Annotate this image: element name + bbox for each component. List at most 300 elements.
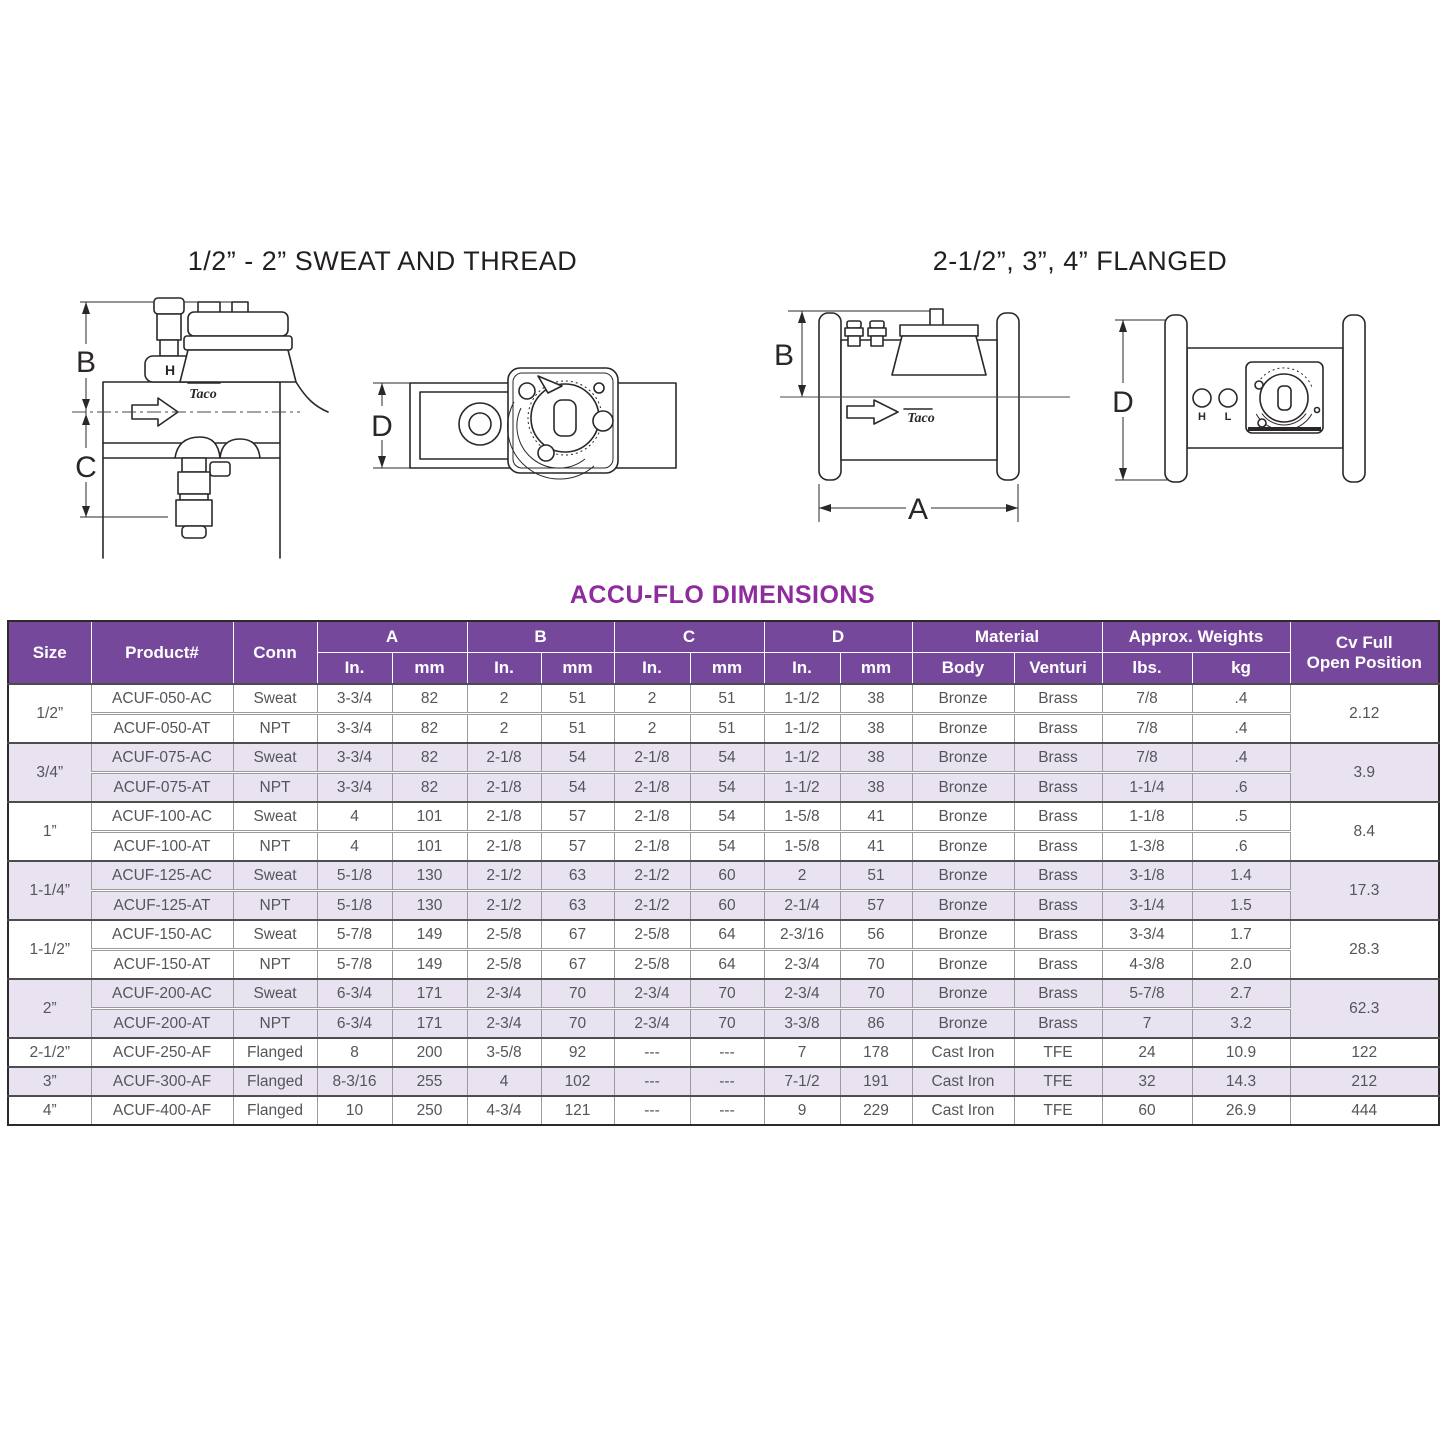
cell-kg: .4 (1192, 743, 1290, 773)
cell-body: Bronze (912, 714, 1014, 744)
table-row (8, 979, 1439, 1009)
cell-c_mm: 64 (690, 920, 764, 950)
cell-c_in: 2-5/8 (614, 920, 690, 950)
flange (1343, 315, 1365, 482)
cell-product: ACUF-400-AF (91, 1096, 233, 1125)
col-header-d: D (764, 621, 912, 653)
cell-a_in: 8-3/16 (317, 1067, 392, 1096)
cell-lbs: 1-1/4 (1102, 773, 1192, 803)
cell-venturi: Brass (1014, 684, 1102, 714)
cell-body: Bronze (912, 832, 1014, 862)
cell-conn: Sweat (233, 802, 317, 832)
cell-b_in: 2-1/8 (467, 832, 541, 862)
cell-d_mm: 41 (840, 802, 912, 832)
cell-kg: .4 (1192, 684, 1290, 714)
cv-header-line2: Open Position (1306, 652, 1422, 672)
cell-b_mm: 57 (541, 802, 614, 832)
taco-logo: Taco (189, 387, 217, 402)
cell-a_mm: 82 (392, 714, 467, 744)
cell-lbs: 7/8 (1102, 714, 1192, 744)
cell-d_mm: 70 (840, 950, 912, 980)
cell-venturi: TFE (1014, 1067, 1102, 1096)
cell-c_mm: 54 (690, 773, 764, 803)
cell-c_mm: 60 (690, 861, 764, 891)
drain-fitting (182, 458, 206, 472)
cell-c_in: 2-1/8 (614, 832, 690, 862)
cell-d_mm: 41 (840, 832, 912, 862)
cell-body: Cast Iron (912, 1038, 1014, 1067)
table-row (8, 861, 1439, 891)
cell-a_mm: 255 (392, 1067, 467, 1096)
cell-product: ACUF-050-AC (91, 684, 233, 714)
cell-cv: 122 (1290, 1038, 1439, 1067)
cell-body: Cast Iron (912, 1096, 1014, 1125)
cell-b_in: 2-5/8 (467, 950, 541, 980)
cell-product: ACUF-075-AC (91, 743, 233, 773)
cell-cv: 3.9 (1290, 743, 1439, 802)
cell-d_in: 2-1/4 (764, 891, 840, 921)
cell-product: ACUF-200-AT (91, 1009, 233, 1039)
cell-size: 1-1/2” (8, 920, 91, 979)
cell-a_mm: 101 (392, 832, 467, 862)
subheader-b-in: In. (467, 653, 541, 685)
cell-d_in: 9 (764, 1096, 840, 1125)
table-row (8, 1009, 1439, 1039)
cell-cv: 2.12 (1290, 684, 1439, 743)
cell-a_mm: 82 (392, 743, 467, 773)
cell-cv: 212 (1290, 1067, 1439, 1096)
cell-d_mm: 38 (840, 773, 912, 803)
cell-a_mm: 82 (392, 773, 467, 803)
cell-b_in: 2-5/8 (467, 920, 541, 950)
col-header-product: Product# (91, 621, 233, 684)
cell-b_mm: 70 (541, 1009, 614, 1039)
cell-product: ACUF-150-AT (91, 950, 233, 980)
taco-logo: Taco (907, 411, 935, 426)
cell-b_mm: 92 (541, 1038, 614, 1067)
cell-lbs: 3-1/4 (1102, 891, 1192, 921)
col-header-conn: Conn (233, 621, 317, 684)
cell-c_in: 2-1/8 (614, 802, 690, 832)
cell-a_mm: 200 (392, 1038, 467, 1067)
cell-b_in: 2 (467, 684, 541, 714)
table-row (8, 1096, 1439, 1125)
cell-cv: 8.4 (1290, 802, 1439, 861)
table-row (8, 891, 1439, 921)
cell-cv: 28.3 (1290, 920, 1439, 979)
cell-conn: NPT (233, 891, 317, 921)
low-port (1219, 389, 1237, 407)
cell-b_mm: 51 (541, 684, 614, 714)
high-port (1193, 389, 1211, 407)
cell-d_in: 2-3/16 (764, 920, 840, 950)
col-header-b: B (467, 621, 614, 653)
right-diagram-title: 2-1/2”, 3”, 4” FLANGED (932, 246, 1228, 276)
cell-c_mm: 54 (690, 743, 764, 773)
cell-lbs: 60 (1102, 1096, 1192, 1125)
bonnet (892, 336, 986, 375)
dimension-line-a (819, 484, 1018, 526)
cell-b_in: 2-1/8 (467, 802, 541, 832)
table-row (8, 1038, 1439, 1067)
cell-c_in: --- (614, 1038, 690, 1067)
cell-d_mm: 70 (840, 979, 912, 1009)
cell-b_mm: 54 (541, 773, 614, 803)
table-row (8, 773, 1439, 803)
cell-d_mm: 38 (840, 714, 912, 744)
cell-lbs: 32 (1102, 1067, 1192, 1096)
cell-product: ACUF-100-AC (91, 802, 233, 832)
cell-c_mm: 51 (690, 684, 764, 714)
cell-c_in: 2-5/8 (614, 950, 690, 980)
subheader-d-in: In. (764, 653, 840, 685)
cell-c_mm: 54 (690, 832, 764, 862)
cell-b_mm: 57 (541, 832, 614, 862)
cell-c_mm: 64 (690, 950, 764, 980)
cell-body: Bronze (912, 920, 1014, 950)
cell-d_mm: 51 (840, 861, 912, 891)
cell-conn: NPT (233, 1009, 317, 1039)
table-row (8, 832, 1439, 862)
cell-a_in: 5-1/8 (317, 861, 392, 891)
cell-product: ACUF-200-AC (91, 979, 233, 1009)
port-label-h: H (164, 362, 176, 378)
cell-conn: NPT (233, 773, 317, 803)
cell-d_mm: 38 (840, 743, 912, 773)
cell-c_in: --- (614, 1096, 690, 1125)
cell-kg: .6 (1192, 773, 1290, 803)
cell-product: ACUF-100-AT (91, 832, 233, 862)
cell-b_mm: 67 (541, 920, 614, 950)
cell-d_in: 1-5/8 (764, 832, 840, 862)
cell-conn: Flanged (233, 1096, 317, 1125)
flanged-front-view (774, 309, 1070, 526)
cell-venturi: Brass (1014, 1009, 1102, 1039)
cell-d_in: 2-3/4 (764, 950, 840, 980)
cell-b_mm: 63 (541, 861, 614, 891)
table-row (8, 1067, 1439, 1096)
cell-venturi: Brass (1014, 891, 1102, 921)
cell-a_mm: 149 (392, 920, 467, 950)
port-label-l: L (1224, 411, 1232, 423)
dimension-label-d: D (1112, 386, 1134, 419)
cell-kg: .4 (1192, 714, 1290, 744)
cell-d_in: 1-1/2 (764, 743, 840, 773)
cell-b_mm: 63 (541, 891, 614, 921)
cell-venturi: Brass (1014, 832, 1102, 862)
dimensions-table (7, 620, 1440, 1126)
flanged-side-view (1109, 315, 1365, 482)
cell-a_in: 5-1/8 (317, 891, 392, 921)
subheader-c-mm: mm (690, 653, 764, 685)
cell-venturi: Brass (1014, 714, 1102, 744)
cell-d_in: 2 (764, 861, 840, 891)
cell-kg: 3.2 (1192, 1009, 1290, 1039)
dimension-label-c: C (75, 451, 97, 484)
cell-kg: 1.4 (1192, 861, 1290, 891)
dimension-label-b: B (773, 339, 795, 372)
cell-d_mm: 56 (840, 920, 912, 950)
cell-product: ACUF-250-AF (91, 1038, 233, 1067)
cell-c_in: 2 (614, 684, 690, 714)
cell-a_mm: 130 (392, 891, 467, 921)
cell-venturi: Brass (1014, 950, 1102, 980)
cell-conn: Sweat (233, 979, 317, 1009)
cell-a_in: 5-7/8 (317, 950, 392, 980)
cell-body: Bronze (912, 684, 1014, 714)
table-row (8, 714, 1439, 744)
subheader-lbs: lbs. (1102, 653, 1192, 685)
subheader-c-in: In. (614, 653, 690, 685)
table-title: ACCU-FLO DIMENSIONS (569, 581, 876, 609)
cell-d_in: 7 (764, 1038, 840, 1067)
cell-a_in: 5-7/8 (317, 920, 392, 950)
cell-body: Bronze (912, 802, 1014, 832)
valve-front-view (72, 298, 328, 558)
cell-venturi: Brass (1014, 920, 1102, 950)
cell-a_in: 3-3/4 (317, 773, 392, 803)
cell-c_mm: --- (690, 1096, 764, 1125)
table-row (8, 802, 1439, 832)
cell-d_mm: 57 (840, 891, 912, 921)
cell-body: Bronze (912, 1009, 1014, 1039)
subheader-body: Body (912, 653, 1014, 685)
cell-a_mm: 130 (392, 861, 467, 891)
cell-size: 4” (8, 1096, 91, 1125)
cell-venturi: Brass (1014, 979, 1102, 1009)
cell-size: 1/2” (8, 684, 91, 743)
cell-b_in: 3-5/8 (467, 1038, 541, 1067)
dial-base-strip (1248, 427, 1321, 431)
subheader-b-mm: mm (541, 653, 614, 685)
cell-lbs: 1-3/8 (1102, 832, 1192, 862)
cell-c_in: 2-1/8 (614, 743, 690, 773)
cell-size: 3” (8, 1067, 91, 1096)
dimensions-table-body (8, 684, 1439, 1125)
stem (930, 309, 943, 326)
valve-side-view (368, 368, 676, 479)
cell-c_mm: --- (690, 1067, 764, 1096)
cell-lbs: 7/8 (1102, 684, 1192, 714)
table-row (8, 920, 1439, 950)
cell-a_in: 6-3/4 (317, 979, 392, 1009)
cell-b_mm: 54 (541, 743, 614, 773)
cell-product: ACUF-075-AT (91, 773, 233, 803)
cell-b_in: 4 (467, 1067, 541, 1096)
cell-b_in: 2-1/8 (467, 743, 541, 773)
cell-c_mm: 70 (690, 1009, 764, 1039)
cell-a_in: 3-3/4 (317, 714, 392, 744)
cell-c_mm: 60 (690, 891, 764, 921)
table-row (8, 684, 1439, 714)
cell-size: 2” (8, 979, 91, 1038)
cell-conn: Sweat (233, 684, 317, 714)
cell-a_in: 3-3/4 (317, 743, 392, 773)
cell-b_mm: 102 (541, 1067, 614, 1096)
cell-lbs: 7 (1102, 1009, 1192, 1039)
cell-c_in: 2-3/4 (614, 1009, 690, 1039)
cell-a_mm: 171 (392, 979, 467, 1009)
cell-cv: 62.3 (1290, 979, 1439, 1038)
cell-lbs: 3-1/8 (1102, 861, 1192, 891)
cell-conn: NPT (233, 714, 317, 744)
cell-d_in: 1-1/2 (764, 773, 840, 803)
bonnet-cap (900, 325, 978, 336)
cell-a_in: 8 (317, 1038, 392, 1067)
cell-body: Bronze (912, 979, 1014, 1009)
cell-a_mm: 101 (392, 802, 467, 832)
subheader-d-mm: mm (840, 653, 912, 685)
cell-cv: 444 (1290, 1096, 1439, 1125)
cell-d_in: 1-1/2 (764, 714, 840, 744)
cell-d_in: 2-3/4 (764, 979, 840, 1009)
cell-d_mm: 178 (840, 1038, 912, 1067)
cell-d_in: 1-5/8 (764, 802, 840, 832)
cell-kg: 14.3 (1192, 1067, 1290, 1096)
cell-size: 3/4” (8, 743, 91, 802)
table-row (8, 743, 1439, 773)
col-header-c: C (614, 621, 764, 653)
cell-d_mm: 191 (840, 1067, 912, 1096)
dimension-label-b: B (75, 346, 97, 379)
flanged-diagram (770, 240, 1445, 570)
cell-venturi: Brass (1014, 861, 1102, 891)
cell-c_mm: 51 (690, 714, 764, 744)
cell-d_in: 7-1/2 (764, 1067, 840, 1096)
cell-body: Bronze (912, 891, 1014, 921)
cell-kg: 10.9 (1192, 1038, 1290, 1067)
cell-size: 2-1/2” (8, 1038, 91, 1067)
cell-lbs: 1-1/8 (1102, 802, 1192, 832)
table-header (8, 621, 1439, 684)
cell-c_in: 2 (614, 714, 690, 744)
cell-product: ACUF-150-AC (91, 920, 233, 950)
cell-a_in: 6-3/4 (317, 1009, 392, 1039)
cell-conn: Flanged (233, 1067, 317, 1096)
dial-face (1246, 362, 1323, 433)
cell-size: 1-1/4” (8, 861, 91, 920)
dimension-label-d: D (371, 410, 393, 443)
cell-d_mm: 86 (840, 1009, 912, 1039)
cell-b_mm: 67 (541, 950, 614, 980)
cell-conn: Sweat (233, 743, 317, 773)
subheader-venturi: Venturi (1014, 653, 1102, 685)
cell-b_in: 2-3/4 (467, 979, 541, 1009)
col-header-a: A (317, 621, 467, 653)
cell-lbs: 3-3/4 (1102, 920, 1192, 950)
cell-lbs: 4-3/8 (1102, 950, 1192, 980)
cell-conn: Sweat (233, 861, 317, 891)
cell-venturi: TFE (1014, 1038, 1102, 1067)
cell-b_mm: 70 (541, 979, 614, 1009)
subheader-kg: kg (1192, 653, 1290, 685)
cell-kg: 26.9 (1192, 1096, 1290, 1125)
cell-c_in: 2-1/2 (614, 891, 690, 921)
cell-c_mm: --- (690, 1038, 764, 1067)
col-header-material: Material (912, 621, 1102, 653)
cv-header-line1: Cv Full (1335, 632, 1393, 652)
col-header-size: Size (8, 621, 91, 684)
cell-lbs: 24 (1102, 1038, 1192, 1067)
port-label-h: H (1198, 411, 1206, 423)
left-diagram-title: 1/2” - 2” SWEAT AND THREAD (187, 246, 578, 276)
cell-b_in: 2-1/2 (467, 861, 541, 891)
cell-d_in: 3-3/8 (764, 1009, 840, 1039)
col-header-weights: Approx. Weights (1102, 621, 1290, 653)
cell-product: ACUF-125-AC (91, 861, 233, 891)
cell-body: Bronze (912, 773, 1014, 803)
subheader-a-in: In. (317, 653, 392, 685)
cell-a_mm: 171 (392, 1009, 467, 1039)
cell-b_mm: 121 (541, 1096, 614, 1125)
cell-product: ACUF-300-AF (91, 1067, 233, 1096)
cell-a_in: 3-3/4 (317, 684, 392, 714)
cell-kg: .6 (1192, 832, 1290, 862)
cell-b_in: 2-3/4 (467, 1009, 541, 1039)
cell-a_mm: 82 (392, 684, 467, 714)
cell-body: Bronze (912, 861, 1014, 891)
cell-venturi: Brass (1014, 773, 1102, 803)
cell-b_in: 2 (467, 714, 541, 744)
dimension-label-a: A (907, 493, 929, 526)
table-row (8, 950, 1439, 980)
cell-venturi: TFE (1014, 1096, 1102, 1125)
cell-kg: 1.7 (1192, 920, 1290, 950)
cell-c_in: 2-1/2 (614, 861, 690, 891)
cell-lbs: 5-7/8 (1102, 979, 1192, 1009)
flange (1165, 315, 1187, 482)
cell-kg: 2.0 (1192, 950, 1290, 980)
cell-kg: 1.5 (1192, 891, 1290, 921)
cell-product: ACUF-050-AT (91, 714, 233, 744)
cell-a_mm: 250 (392, 1096, 467, 1125)
cell-cv: 17.3 (1290, 861, 1439, 920)
cell-size: 1” (8, 802, 91, 861)
cell-a_mm: 149 (392, 950, 467, 980)
cell-product: ACUF-125-AT (91, 891, 233, 921)
cell-b_in: 2-1/2 (467, 891, 541, 921)
cell-conn: NPT (233, 832, 317, 862)
cell-b_in: 4-3/4 (467, 1096, 541, 1125)
subheader-a-mm: mm (392, 653, 467, 685)
cell-body: Cast Iron (912, 1067, 1014, 1096)
cell-conn: NPT (233, 950, 317, 980)
cell-d_in: 1-1/2 (764, 684, 840, 714)
cell-c_in: 2-1/8 (614, 773, 690, 803)
cell-c_mm: 54 (690, 802, 764, 832)
dial-face (508, 368, 618, 479)
cell-body: Bronze (912, 743, 1014, 773)
cell-conn: Sweat (233, 920, 317, 950)
cell-a_in: 4 (317, 832, 392, 862)
cell-conn: Flanged (233, 1038, 317, 1067)
col-header-cv (1290, 621, 1439, 684)
cell-venturi: Brass (1014, 743, 1102, 773)
cell-a_in: 4 (317, 802, 392, 832)
cell-kg: .5 (1192, 802, 1290, 832)
cell-lbs: 7/8 (1102, 743, 1192, 773)
cell-d_mm: 229 (840, 1096, 912, 1125)
cell-venturi: Brass (1014, 802, 1102, 832)
cell-c_in: --- (614, 1067, 690, 1096)
cell-kg: 2.7 (1192, 979, 1290, 1009)
sweat-thread-diagram (60, 240, 720, 570)
cell-a_in: 10 (317, 1096, 392, 1125)
cell-c_in: 2-3/4 (614, 979, 690, 1009)
cell-c_mm: 70 (690, 979, 764, 1009)
cell-body: Bronze (912, 950, 1014, 980)
cell-d_mm: 38 (840, 684, 912, 714)
